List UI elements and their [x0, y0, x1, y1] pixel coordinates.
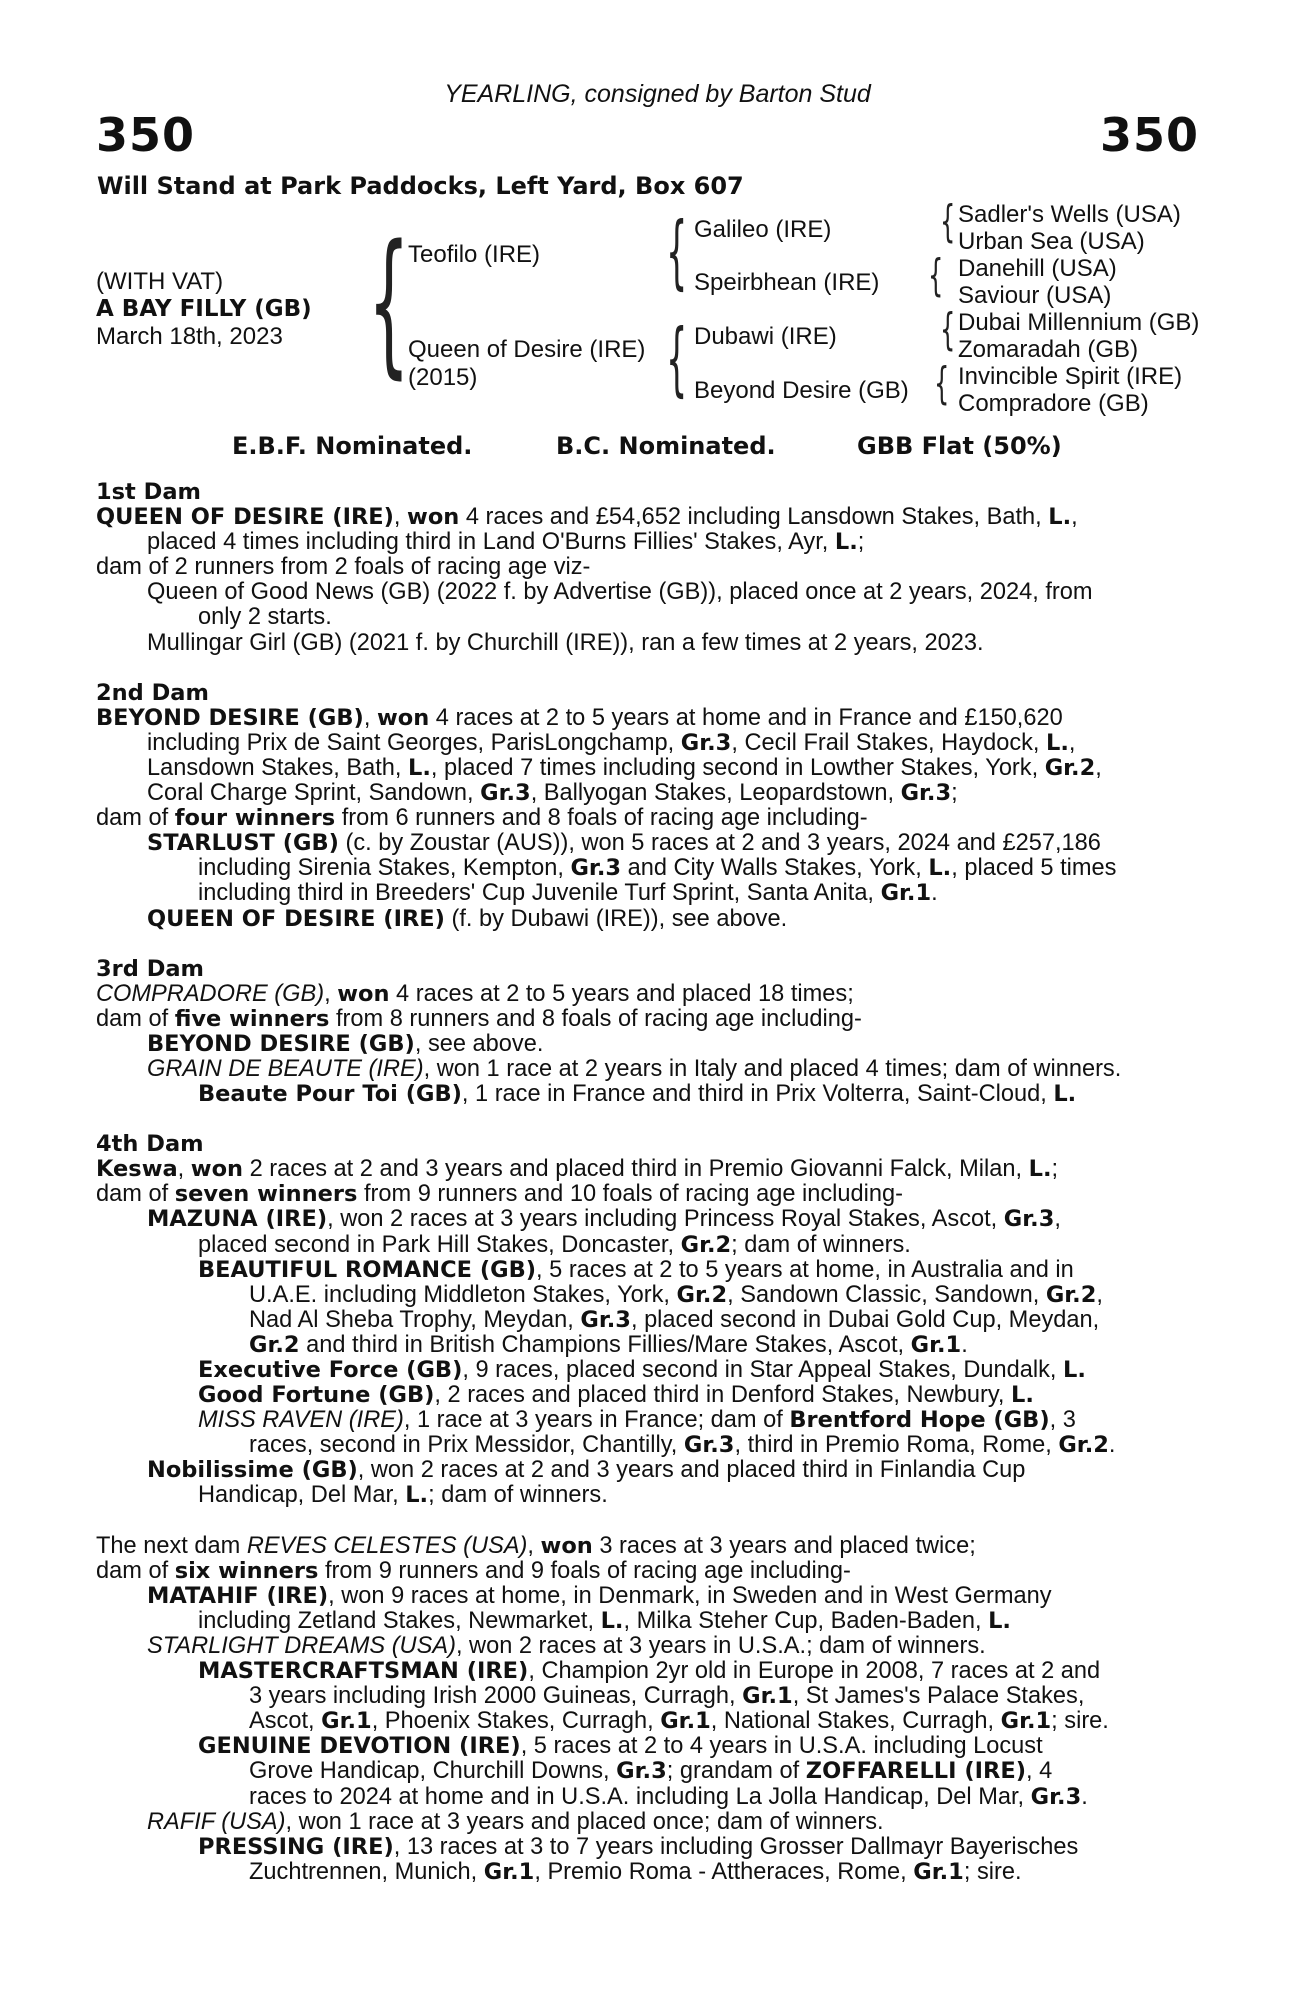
granddam-2: Saviour (USA): [958, 282, 1112, 309]
granddam-4: Compradore (GB): [958, 390, 1149, 417]
text-line: dam of seven winners from 9 runners and 10 foals of racing age including-: [96, 1181, 904, 1208]
bc-nomination: B.C. Nominated.: [556, 432, 776, 460]
text-line: MATAHIF (IRE), won 9 races at home, in Denmark, in Sweden and in West Germany: [147, 1582, 1052, 1609]
section-heading-1st-dam: 1st Dam: [96, 479, 201, 505]
text-line: QUEEN OF DESIRE (IRE) (f. by Dubawi (IRE)), see above.: [147, 905, 788, 932]
text-line: BEYOND DESIRE (GB), see above.: [147, 1030, 544, 1057]
text-line: dam of four winners from 6 runners and 8 foals of racing age including-: [96, 805, 868, 832]
text-line: dam of six winners from 9 runners and 9 foals of racing age including-: [96, 1557, 851, 1584]
text-line: The next dam REVES CELESTES (USA), won 3 races at 3 years and placed twice;: [96, 1532, 976, 1559]
text-line: Beaute Pour Toi (GB), 1 race in France and third in Prix Volterra, Saint-Cloud, L.: [198, 1081, 1077, 1108]
g4-brace: {: [934, 358, 950, 409]
text-line: Good Fortune (GB), 2 races and placed third in Denford Stakes, Newbury, L.: [198, 1382, 1034, 1409]
text-line: U.A.E. including Middleton Stakes, York, Gr.2, Sandown Classic, Sandown, Gr.2,: [249, 1281, 1103, 1308]
text-line: BEAUTIFUL ROMANCE (GB), 5 races at 2 to 5 years at home, in Australia and in: [198, 1256, 1074, 1283]
text-line: Handicap, Del Mar, L.; dam of winners.: [198, 1482, 608, 1509]
text-line: MISS RAVEN (IRE), 1 race at 3 years in France; dam of Brentford Hope (GB), 3: [198, 1407, 1076, 1434]
grandsire-1: Sadler's Wells (USA): [958, 201, 1181, 228]
text-line: GRAIN DE BEAUTE (IRE), won 1 race at 2 years in Italy and placed 4 times; dam of winners.: [147, 1055, 1122, 1082]
text-line: Lansdown Stakes, Bath, L., placed 7 times including second in Lowther Stakes, York, Gr.2,: [147, 754, 1102, 781]
consignment-line: YEARLING, consigned by Barton Stud: [444, 80, 871, 108]
text-line: Ascot, Gr.1, Phoenix Stakes, Curragh, Gr.1, National Stakes, Curragh, Gr.1; sire.: [249, 1708, 1109, 1735]
section-heading-2nd-dam: 2nd Dam: [96, 679, 209, 706]
text-line: QUEEN OF DESIRE (IRE), won 4 races and £54,652 including Lansdown Stakes, Bath, L.,: [96, 504, 1078, 531]
text-line: only 2 starts.: [198, 604, 332, 631]
grandsire-4: Invincible Spirit (IRE): [958, 363, 1183, 390]
granddam-3: Zomaradah (GB): [958, 336, 1139, 363]
text-line: including third in Breeders' Cup Juvenile Turf Sprint, Santa Anita, Gr.1.: [198, 880, 938, 907]
text-line: GENUINE DEVOTION (IRE), 5 races at 2 to 4 years in U.S.A. including Locust: [198, 1733, 1043, 1760]
lot-number-left: 350: [96, 108, 196, 162]
catalogue-body: [96, 480, 1206, 1885]
text-line: 3 years including Irish 2000 Guineas, Curragh, Gr.1, St James's Palace Stakes,: [249, 1683, 1085, 1710]
text-line: Mullingar Girl (GB) (2021 f. by Churchill (IRE)), ran a few times at 2 years, 2023.: [147, 629, 984, 656]
text-line: including Prix de Saint Georges, ParisLongchamp, Gr.3, Cecil Frail Stakes, Haydock, L.,: [147, 729, 1076, 756]
dam-brace: {: [666, 312, 688, 405]
text-line: STARLIGHT DREAMS (USA), won 2 races at 3 years in U.S.A.; dam of winners.: [147, 1632, 986, 1659]
text-line: BEYOND DESIRE (GB), won 4 races at 2 to 5 years at home and in France and £150,620: [96, 704, 1063, 731]
g1-brace: {: [940, 196, 956, 247]
text-line: Grove Handicap, Churchill Downs, Gr.3; grandam of ZOFFARELLI (IRE), 4: [249, 1758, 1053, 1785]
text-line: races to 2024 at home and in U.S.A. including La Jolla Handicap, Del Mar, Gr.3.: [249, 1783, 1088, 1810]
g2-brace: {: [928, 250, 944, 301]
sire-brace: {: [666, 205, 688, 298]
text-line: placed 4 times including third in Land O'Burns Fillies' Stakes, Ayr, L.;: [147, 529, 865, 556]
text-line: Zuchtrennen, Munich, Gr.1, Premio Roma - Attheraces, Rome, Gr.1; sire.: [249, 1858, 1022, 1885]
text-line: Gr.2 and third in British Champions Fillies/Mare Stakes, Ascot, Gr.1.: [249, 1331, 968, 1358]
lot-number-right: 350: [1099, 108, 1199, 162]
section-heading-3rd-dam: 3rd Dam: [96, 955, 204, 982]
text-line: STARLUST (GB) (c. by Zoustar (AUS)), won 5 races at 2 and 3 years, 2024 and £257,186: [147, 830, 1101, 857]
sire-sire: Galileo (IRE): [694, 216, 832, 243]
dam-foaling-year: (2015): [408, 364, 478, 391]
lot-horse-name: A BAY FILLY (GB): [96, 296, 312, 322]
g3-brace: {: [940, 304, 956, 355]
text-line: Nobilissime (GB), won 2 races at 2 and 3 years and placed third in Finlandia Cup: [147, 1457, 1026, 1484]
ebf-nomination: E.B.F. Nominated.: [232, 432, 473, 460]
text-line: Executive Force (GB), 9 races, placed second in Star Appeal Stakes, Dundalk, L.: [198, 1357, 1086, 1383]
text-line: COMPRADORE (GB), won 4 races at 2 to 5 years and placed 18 times;: [96, 980, 854, 1007]
text-line: races, second in Prix Messidor, Chantilly, Gr.3, third in Premio Roma, Rome, Gr.2.: [249, 1432, 1116, 1459]
text-line: including Zetland Stakes, Newmarket, L., Milka Steher Cup, Baden-Baden, L.: [198, 1607, 1011, 1634]
text-line: Coral Charge Sprint, Sandown, Gr.3, Ballyogan Stakes, Leopardstown, Gr.3;: [147, 780, 958, 807]
sire: Teofilo (IRE): [408, 241, 541, 268]
gbb-flat: GBB Flat (50%): [857, 432, 1062, 460]
dam: Queen of Desire (IRE): [408, 336, 646, 363]
location-line: Will Stand at Park Paddocks, Left Yard, Box 607: [97, 172, 744, 200]
section-heading-4th-dam: 4th Dam: [96, 1131, 204, 1158]
text-line: Queen of Good News (GB) (2022 f. by Advertise (GB)), placed once at 2 years, 2024, from: [147, 579, 1093, 606]
dam-dam: Beyond Desire (GB): [694, 377, 909, 404]
text-line: Nad Al Sheba Trophy, Meydan, Gr.3, placed second in Dubai Gold Cup, Meydan,: [249, 1306, 1100, 1333]
foaling-date: March 18th, 2023: [96, 323, 283, 350]
text-line: placed second in Park Hill Stakes, Doncaster, Gr.2; dam of winners.: [198, 1231, 911, 1258]
grandsire-2: Danehill (USA): [958, 255, 1117, 282]
text-line: Keswa, won 2 races at 2 and 3 years and placed third in Premio Giovanni Falck, Milan, L.;: [96, 1156, 1059, 1183]
granddam-1: Urban Sea (USA): [958, 228, 1145, 255]
text-line: including Sirenia Stakes, Kempton, Gr.3 and City Walls Stakes, York, L., placed 5 times: [198, 855, 1117, 882]
sire-dam: Speirbhean (IRE): [694, 269, 880, 296]
text-line: dam of 2 runners from 2 foals of racing age viz-: [96, 554, 591, 581]
vat-note: (WITH VAT): [96, 268, 224, 295]
text-line: RAFIF (USA), won 1 race at 3 years and placed once; dam of winners.: [147, 1808, 884, 1835]
dam-sire: Dubawi (IRE): [694, 323, 837, 350]
grandsire-3: Dubai Millennium (GB): [958, 309, 1200, 336]
pedigree-brace: {: [368, 211, 410, 393]
text-line: MAZUNA (IRE), won 2 races at 3 years including Princess Royal Stakes, Ascot, Gr.3,: [147, 1206, 1061, 1233]
text-line: dam of five winners from 8 runners and 8 foals of racing age including-: [96, 1005, 862, 1032]
text-line: MASTERCRAFTSMAN (IRE), Champion 2yr old in Europe in 2008, 7 races at 2 and: [198, 1658, 1101, 1685]
text-line: PRESSING (IRE), 13 races at 3 to 7 years including Grosser Dallmayr Bayerisches: [198, 1833, 1079, 1860]
